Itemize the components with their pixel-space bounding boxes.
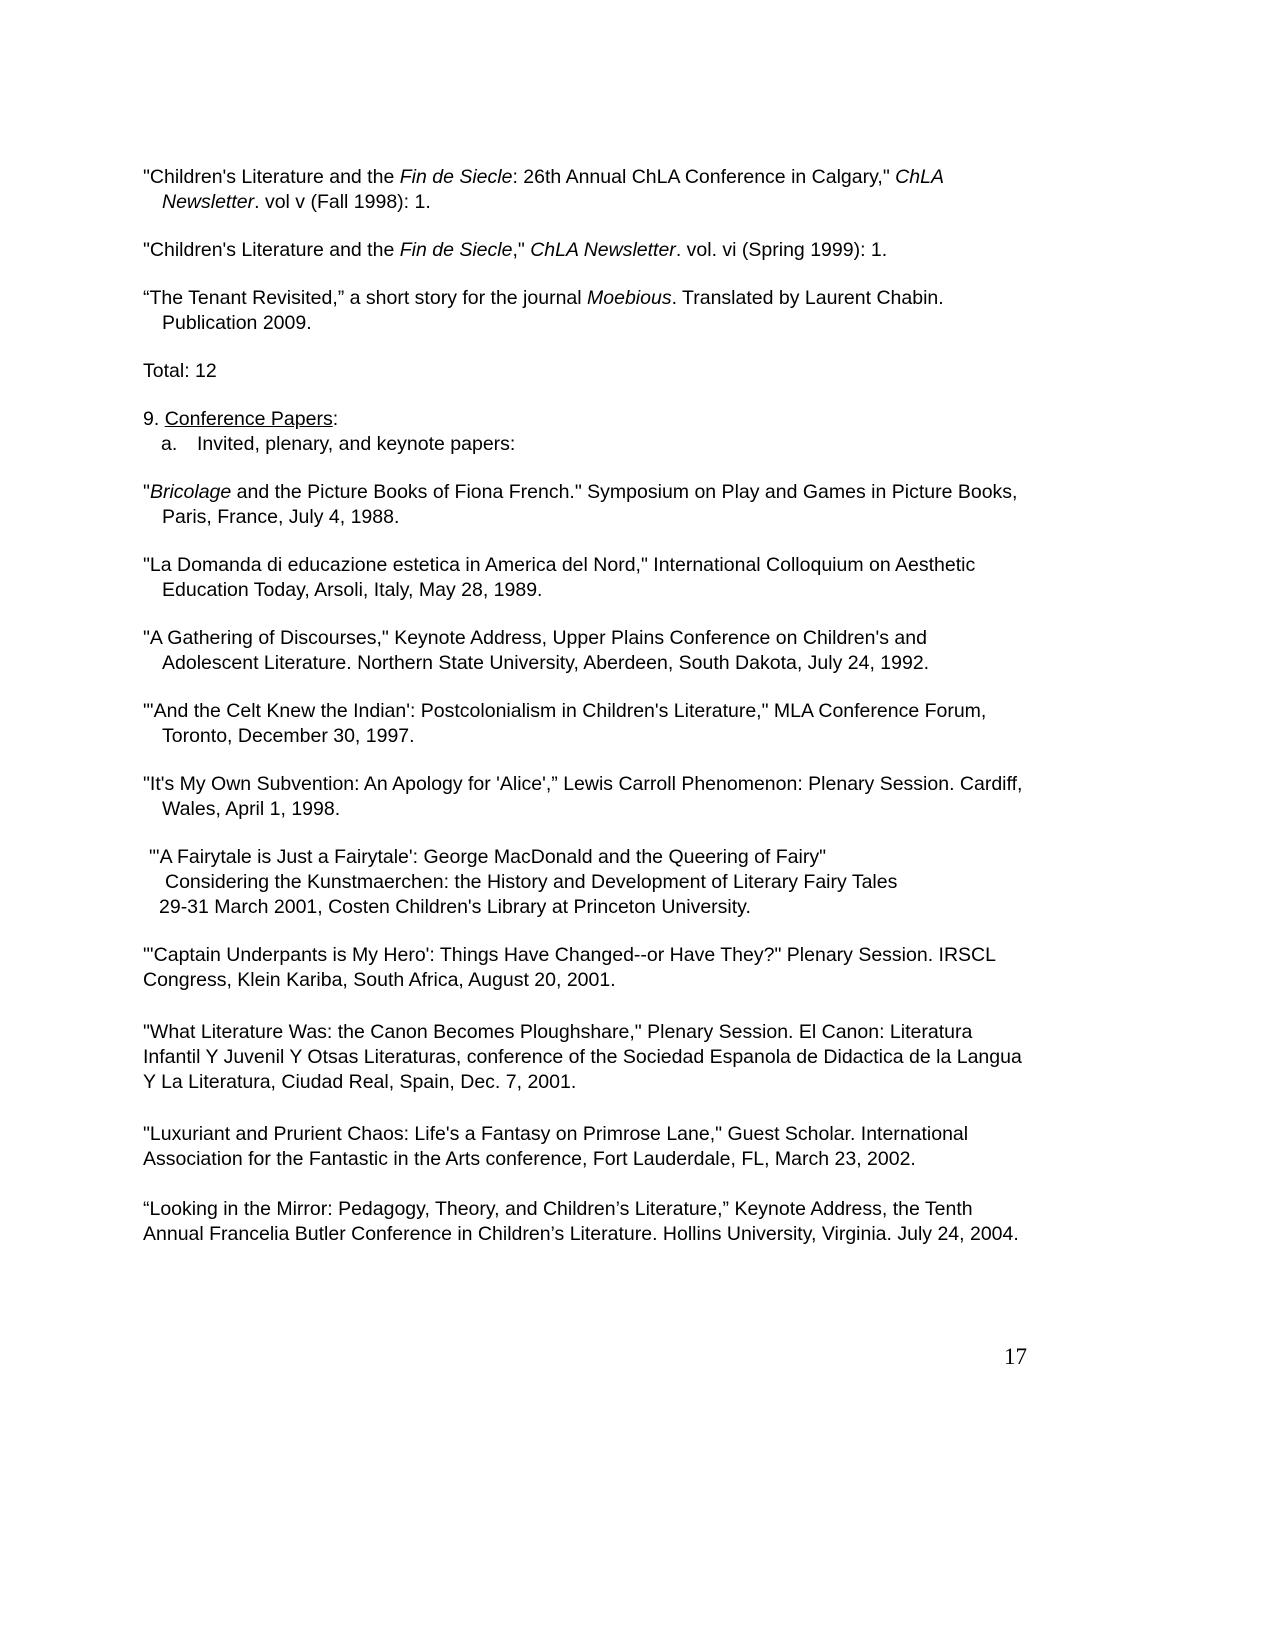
entry-text: . vol. vi (Spring 1999): 1.: [675, 239, 888, 261]
paper-entry-celt: "'And the Celt Knew the Indian': Postcolonialism in Children's Literature," MLA Conference Forum, Toronto, December 30, 1997.: [143, 700, 987, 747]
paper-entry-la-domanda: "La Domanda di educazione estetica in America del Nord," International Colloquium on Aesthetic Education Today, Arsoli, Italy, May 28, 1989.: [143, 554, 976, 601]
paper-entry-luxuriant: "Luxuriant and Prurient Chaos: Life's a Fantasy on Primrose Lane," Guest Scholar. International Association for the Fantastic in the Arts conference, Fort Lauderdale, FL, March 23, 2002.: [143, 1123, 969, 1170]
paper-entry-gathering: "A Gathering of Discourses," Keynote Address, Upper Plains Conference on Children's and Adolescent Literature. Northern State University, Aberdeen, South Dakota, July 24, 1992.: [143, 627, 930, 674]
document-body: [143, 165, 1023, 1270]
entry-italic-title: Fin de Siecle: [399, 239, 513, 261]
entry-line: Considering the Kunstmaerchen: the History and Development of Literary Fairy Tales: [165, 871, 898, 893]
paper-entry-fairytale: [143, 845, 1023, 920]
entry-text: : 26th Annual ChLA Conference in Calgary,": [512, 166, 896, 188]
entry-text: ,": [512, 239, 531, 261]
section-number: 9.: [143, 408, 165, 430]
subsection-marker: a.: [161, 433, 178, 455]
paper-entry-bricolage: [143, 480, 1023, 530]
publication-entry-chla-calgary: [143, 165, 1023, 215]
subsection-invited-papers: [143, 432, 1023, 457]
section-heading-conference-papers: [143, 407, 1023, 457]
paper-entry-mirror: “Looking in the Mirror: Pedagogy, Theory, and Children’s Literature,” Keynote Address, the Tenth Annual Francelia Butler Conference in Children’s Literature. Hollins University, Virginia. July 24, 2004.: [143, 1198, 1019, 1245]
entry-italic-title: Fin de Siecle: [399, 166, 513, 188]
section-title: Conference Papers: [164, 408, 333, 430]
entry-text: ": [143, 481, 150, 503]
entry-text: "Children's Literature and the: [143, 239, 400, 261]
entry-line: "'A Fairytale is Just a Fairytale': George MacDonald and the Queering of Fairy": [149, 846, 827, 868]
entry-italic-title: ChLA Newsletter: [162, 166, 944, 213]
entry-text: and the Picture Books of Fiona French." Symposium on Play and Games in Picture Books, Paris, France, July 4, 1988.: [162, 481, 1018, 528]
entry-line: 29-31 March 2001, Costen Children's Library at Princeton University.: [159, 896, 751, 918]
entry-text: "Children's Literature and the: [143, 166, 400, 188]
entry-italic-title: ChLA Newsletter: [530, 239, 676, 261]
publication-entry-tenant: [143, 286, 1023, 336]
subsection-label: Invited, plenary, and keynote papers:: [197, 433, 516, 455]
entry-text: . Translated by Laurent Chabin. Publication 2009.: [162, 287, 944, 334]
entry-italic-title: Moebious: [587, 287, 672, 309]
paper-entry-subvention: "It's My Own Subvention: An Apology for 'Alice',” Lewis Carroll Phenomenon: Plenary Session. Cardiff, Wales, April 1, 1998.: [143, 773, 1023, 820]
paper-entry-captain-underpants: "'Captain Underpants is My Hero': Things Have Changed--or Have They?" Plenary Session. IRSCL Congress, Klein Kariba, South Africa, August 20, 2001.: [143, 944, 996, 991]
entry-italic-title: Bricolage: [149, 481, 232, 503]
paper-entry-canon: "What Literature Was: the Canon Becomes Ploughshare," Plenary Session. El Canon: Literatura Infantil Y Juvenil Y Otsas Literaturas, conference of the Sociedad Espanola de Didactica de la Langua Y La Literatura, Ciudad Real, Spain, Dec. 7, 2001.: [143, 1021, 1022, 1093]
section-colon: :: [332, 408, 339, 430]
publication-entry-chla-spring: [143, 238, 1023, 263]
page-number: 17: [1004, 1344, 1027, 1369]
entry-text: “The Tenant Revisited,” a short story for the journal: [143, 287, 588, 309]
entry-text: . vol v (Fall 1998): 1.: [254, 191, 431, 213]
total-count: Total: 12: [143, 360, 217, 382]
